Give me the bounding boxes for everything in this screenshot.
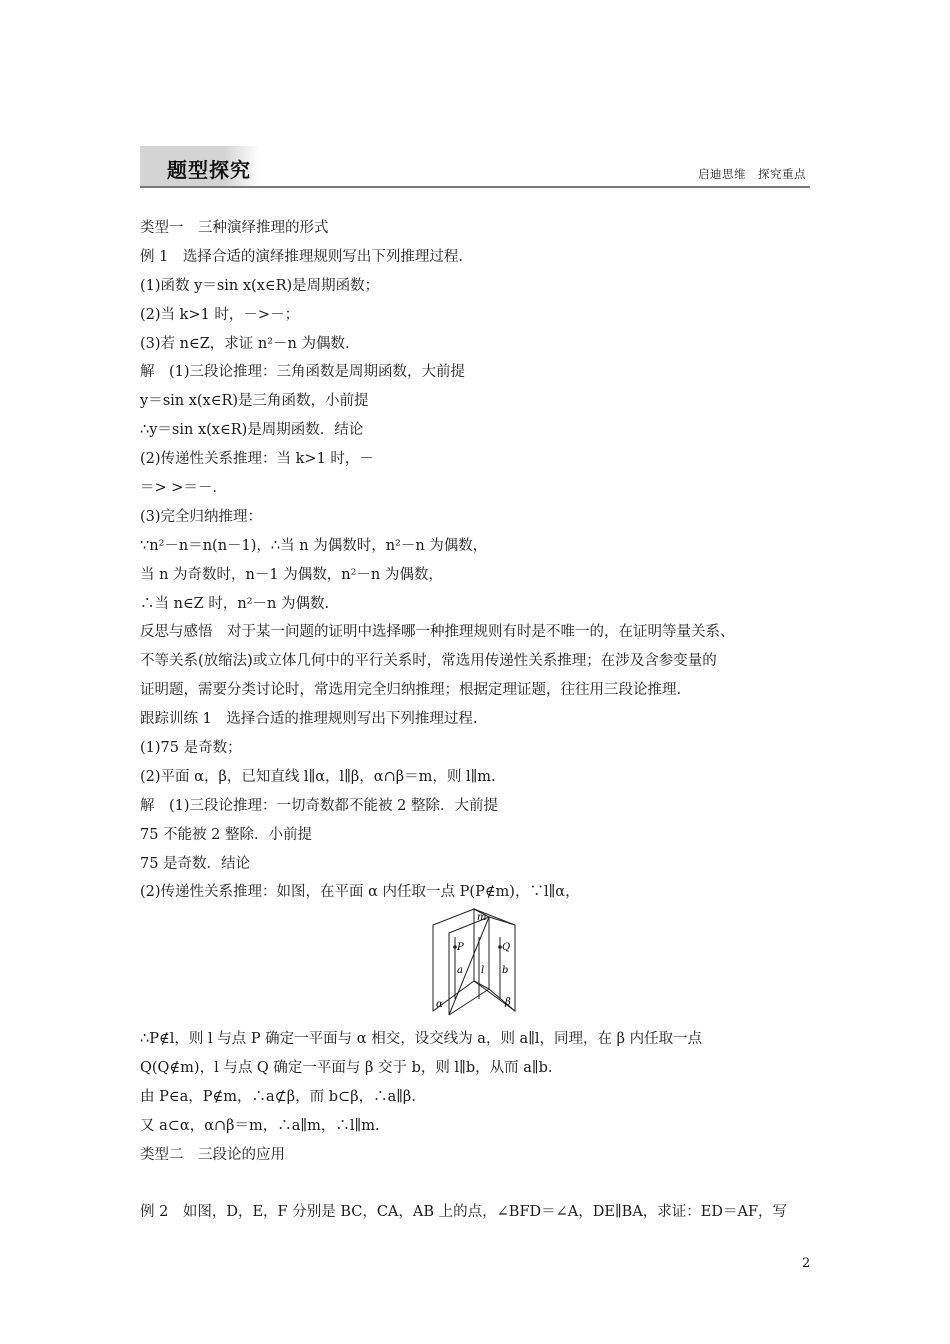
text-line: 不等关系(放缩法)或立体几何中的平行关系时，常选用传递性关系推理；在涉及含参变量的 bbox=[140, 653, 717, 670]
plane-beta-bottom bbox=[489, 989, 515, 1011]
text-line: 类型一 三种演绎推理的形式 bbox=[140, 220, 329, 236]
text-line: 由 P∈a，P∉m，∴a⊄β，而 b⊂β，∴a∥β. bbox=[140, 1089, 416, 1106]
text-line: ∵n²－n＝n(n－1)，∴当 n 为偶数时，n²－n 为偶数， bbox=[140, 537, 488, 554]
text-line: 75 是奇数．结论 bbox=[140, 855, 251, 872]
label-beta: β bbox=[505, 997, 511, 1009]
text-line: 跟踪训练 1 选择合适的推理规则写出下列推理过程. bbox=[140, 711, 478, 728]
plane-beta-top bbox=[489, 917, 515, 925]
text-line: 解 (1)三段论推理：三角函数是周期函数，大前提 bbox=[140, 364, 466, 381]
text-line: 反思与感悟 对于某一问题的证明中选择哪一种推理规则有时是不唯一的，在证明等量关系、 bbox=[140, 624, 735, 641]
text-line: (2)当 k>1 时，－>－； bbox=[140, 306, 300, 323]
text-line: Q(Q∉m)，l 与点 Q 确定一平面与 β 交于 b，则 l∥b，从而 a∥b. bbox=[140, 1060, 553, 1077]
label-a: a bbox=[457, 965, 463, 977]
geometry-figure bbox=[140, 907, 812, 1025]
text-line: 类型二 三段论的应用 bbox=[140, 1146, 285, 1163]
text-line: 例 2 如图，D，E，F 分别是 BC，CA，AB 上的点，∠BFD＝∠A，DE∥BA，求证：ED＝AF，写 bbox=[140, 1203, 788, 1220]
text-line: (2)传递性关系推理：如图，在平面 α 内任取一点 P(P∉m)，∵l∥α， bbox=[140, 884, 580, 901]
text-line: 解 (1)三段论推理：一切奇数都不能被 2 整除．大前提 bbox=[140, 797, 498, 814]
text-line: (1)75 是奇数； bbox=[140, 740, 242, 757]
text-line: (2)平面 α，β，已知直线 l∥α，l∥β，α∩β＝m，则 l∥m. bbox=[140, 768, 496, 785]
text-line: y＝sin x(x∈R)是三角函数，小前提 bbox=[140, 393, 369, 410]
document-body bbox=[140, 214, 812, 1227]
text-line: (2)传递性关系推理：当 k>1 时，－ bbox=[140, 451, 374, 468]
section-tagline: 启迪思维 探究重点 bbox=[698, 167, 806, 181]
label-alpha: α bbox=[436, 999, 443, 1011]
text-line: 75 不能被 2 整除．小前提 bbox=[140, 826, 313, 843]
label-Q: Q bbox=[502, 942, 511, 954]
section-header bbox=[140, 146, 810, 188]
text-line: ∴P∉l，则 l 与点 P 确定一平面与 α 相交，设交线为 a，则 a∥l，同理，在 β 内任取一点 bbox=[140, 1031, 703, 1048]
spacer bbox=[140, 1170, 812, 1198]
label-b: b bbox=[502, 965, 509, 977]
text-line: (1)函数 y＝sin x(x∈R)是周期函数； bbox=[140, 277, 380, 294]
text-line: ∴当 n∈Z 时，n²－n 为偶数. bbox=[140, 595, 330, 612]
text-line: ∴y＝sin x(x∈R)是周期函数．结论 bbox=[140, 422, 364, 439]
text-line: (3)完全归纳推理： bbox=[140, 508, 263, 525]
label-l: l bbox=[481, 965, 485, 977]
text-line: 证明题，需要分类讨论时，常选用完全归纳推理；根据定理证题，往往用三段论推理. bbox=[140, 682, 682, 699]
text-line: 例 1 选择合适的演绎推理规则写出下列推理过程. bbox=[140, 248, 463, 265]
page-number: 2 bbox=[802, 1256, 811, 1271]
text-line: 又 a⊂α，α∩β＝m，∴a∥m，∴l∥m. bbox=[140, 1118, 380, 1135]
text-line: ＝> >＝－. bbox=[140, 480, 218, 497]
label-P: P bbox=[457, 942, 464, 954]
text-line: 当 n 为奇数时，n－1 为偶数，n²－n 为偶数， bbox=[140, 566, 443, 583]
label-m: m bbox=[477, 912, 487, 924]
intersecting-planes-diagram bbox=[429, 907, 519, 1019]
plane-alpha bbox=[433, 909, 474, 1011]
text-line: (3)若 n∈Z，求证 n²－n 为偶数. bbox=[140, 335, 350, 352]
section-title: 题型探究 bbox=[167, 158, 251, 182]
plane-beta bbox=[474, 909, 515, 1011]
